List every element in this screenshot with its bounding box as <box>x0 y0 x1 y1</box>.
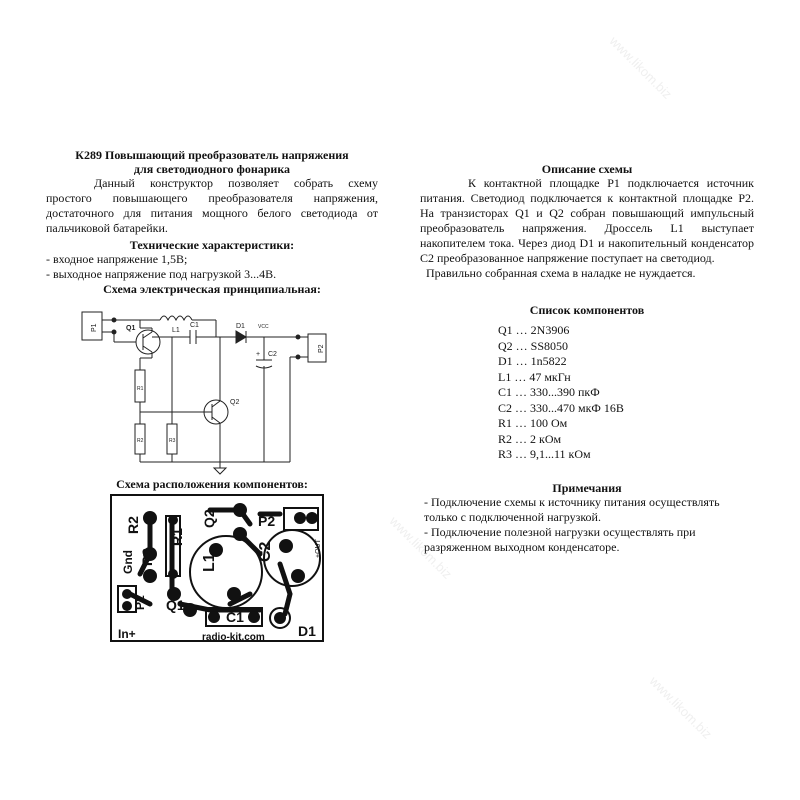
circuit-schematic <box>80 302 340 477</box>
description-tail: Правильно собранная схема в наладке не нуждается. <box>426 266 696 280</box>
note-item: - Подключение полезной нагрузки осуществлять при разряженном выходном конденсаторе. <box>424 524 696 554</box>
watermark: www.likom.biz <box>386 513 455 582</box>
schematic-heading: Схема электрическая принципиальная: <box>103 282 321 296</box>
q1-label: Q1 <box>126 325 136 332</box>
pcb-c1-label: C1 <box>226 609 244 625</box>
components-list <box>498 323 754 463</box>
left-column <box>46 148 378 296</box>
list-item: R1 … 100 Ом <box>498 416 568 430</box>
pcb-p1-label: P1 <box>133 595 147 610</box>
document-title: К289 Повышающий преобразователь напряжения <box>75 148 349 162</box>
list-item: R3 … 9,1...11 кОм <box>498 447 591 461</box>
c2-label: C2 <box>268 351 277 358</box>
pcb-r2-label: R2 <box>125 516 141 534</box>
pcb-out-label: +OUT <box>315 539 322 558</box>
pcb-q2-label: Q2 <box>201 509 217 528</box>
components-heading: Список компонентов <box>529 303 645 317</box>
right-column <box>420 162 754 555</box>
pcb-gnd-label: Gnd <box>121 550 135 574</box>
pcb-d1-label: D1 <box>298 623 316 639</box>
pcb-site-label: radio-kit.com <box>202 632 265 642</box>
list-item: R2 … 2 кОм <box>498 431 562 446</box>
list-item: L1 … 47 мкГн <box>498 369 571 384</box>
layout-heading: Схема расположения компонентов: <box>116 477 308 491</box>
document-subtitle: для светодиодного фонарика <box>133 162 291 176</box>
description-heading: Описание схемы <box>541 162 633 176</box>
list-item: Q1 … 2N3906 <box>498 323 570 337</box>
l1-label: L1 <box>172 327 180 334</box>
note-item: - Подключение схемы к источнику питания осуществлять только с подключенной нагрузкой. <box>424 494 720 524</box>
pcb-r1-label: R1 <box>169 528 185 546</box>
notes-section <box>420 481 754 555</box>
p1-label: P1 <box>91 323 98 332</box>
c1-label: C1 <box>190 322 199 329</box>
r2-label: R2 <box>137 438 144 444</box>
pcb-p2-label: P2 <box>258 513 276 529</box>
description-paragraph: К контактной площадке P1 подключается источник питания. Светодиод подключается к контактной площадке P2. На транзисторах Q1 и Q2 собран повышающий импульсный преобразователь напряжения. Дроссель L1 выступает накопителем тока. Через диод D1 и накопительный конденсатор C2 преобразованное напряжение поступает на светодиод. <box>420 176 754 265</box>
specs-heading: Технические характеристики: <box>129 238 295 252</box>
list-item: D1 … 1n5822 <box>498 354 567 368</box>
list-item: Q2 … SS8050 <box>498 338 569 353</box>
q2-label: Q2 <box>230 399 240 406</box>
pcb-l1-label: L1 <box>201 553 218 572</box>
spec-item: - входное напряжение 1,5В; <box>46 252 188 266</box>
plus-label: + <box>256 351 261 358</box>
spec-item: - выходное напряжение под нагрузкой 3...4В. <box>46 267 277 281</box>
pcb-in-label: In+ <box>118 627 136 641</box>
pcb-layout <box>110 494 324 642</box>
intro-paragraph: Данный конструктор позволяет собрать схему простого повышающего преобразователя напряжения, достаточного для питания мощного белого светодиода от пальчиковой батарейки. <box>46 176 378 235</box>
r3-label: R3 <box>169 438 176 444</box>
r1-label: R1 <box>137 386 144 392</box>
d1-label: D1 <box>236 323 245 330</box>
notes-heading: Примечания <box>552 480 622 495</box>
pcb-r3-label: R3 <box>139 548 155 566</box>
p2-label: P2 <box>318 344 325 353</box>
vcc-label: VCC <box>258 324 269 330</box>
pcb-c2-label: C2 <box>257 541 274 562</box>
pcb-q1-label: Q1 <box>166 597 185 613</box>
list-item: C1 … 330...390 пкФ <box>498 385 600 399</box>
list-item: C2 … 330...470 мкФ 16В <box>498 400 624 415</box>
watermark: www.likom.biz <box>606 33 675 102</box>
watermark: www.likom.biz <box>646 673 715 742</box>
